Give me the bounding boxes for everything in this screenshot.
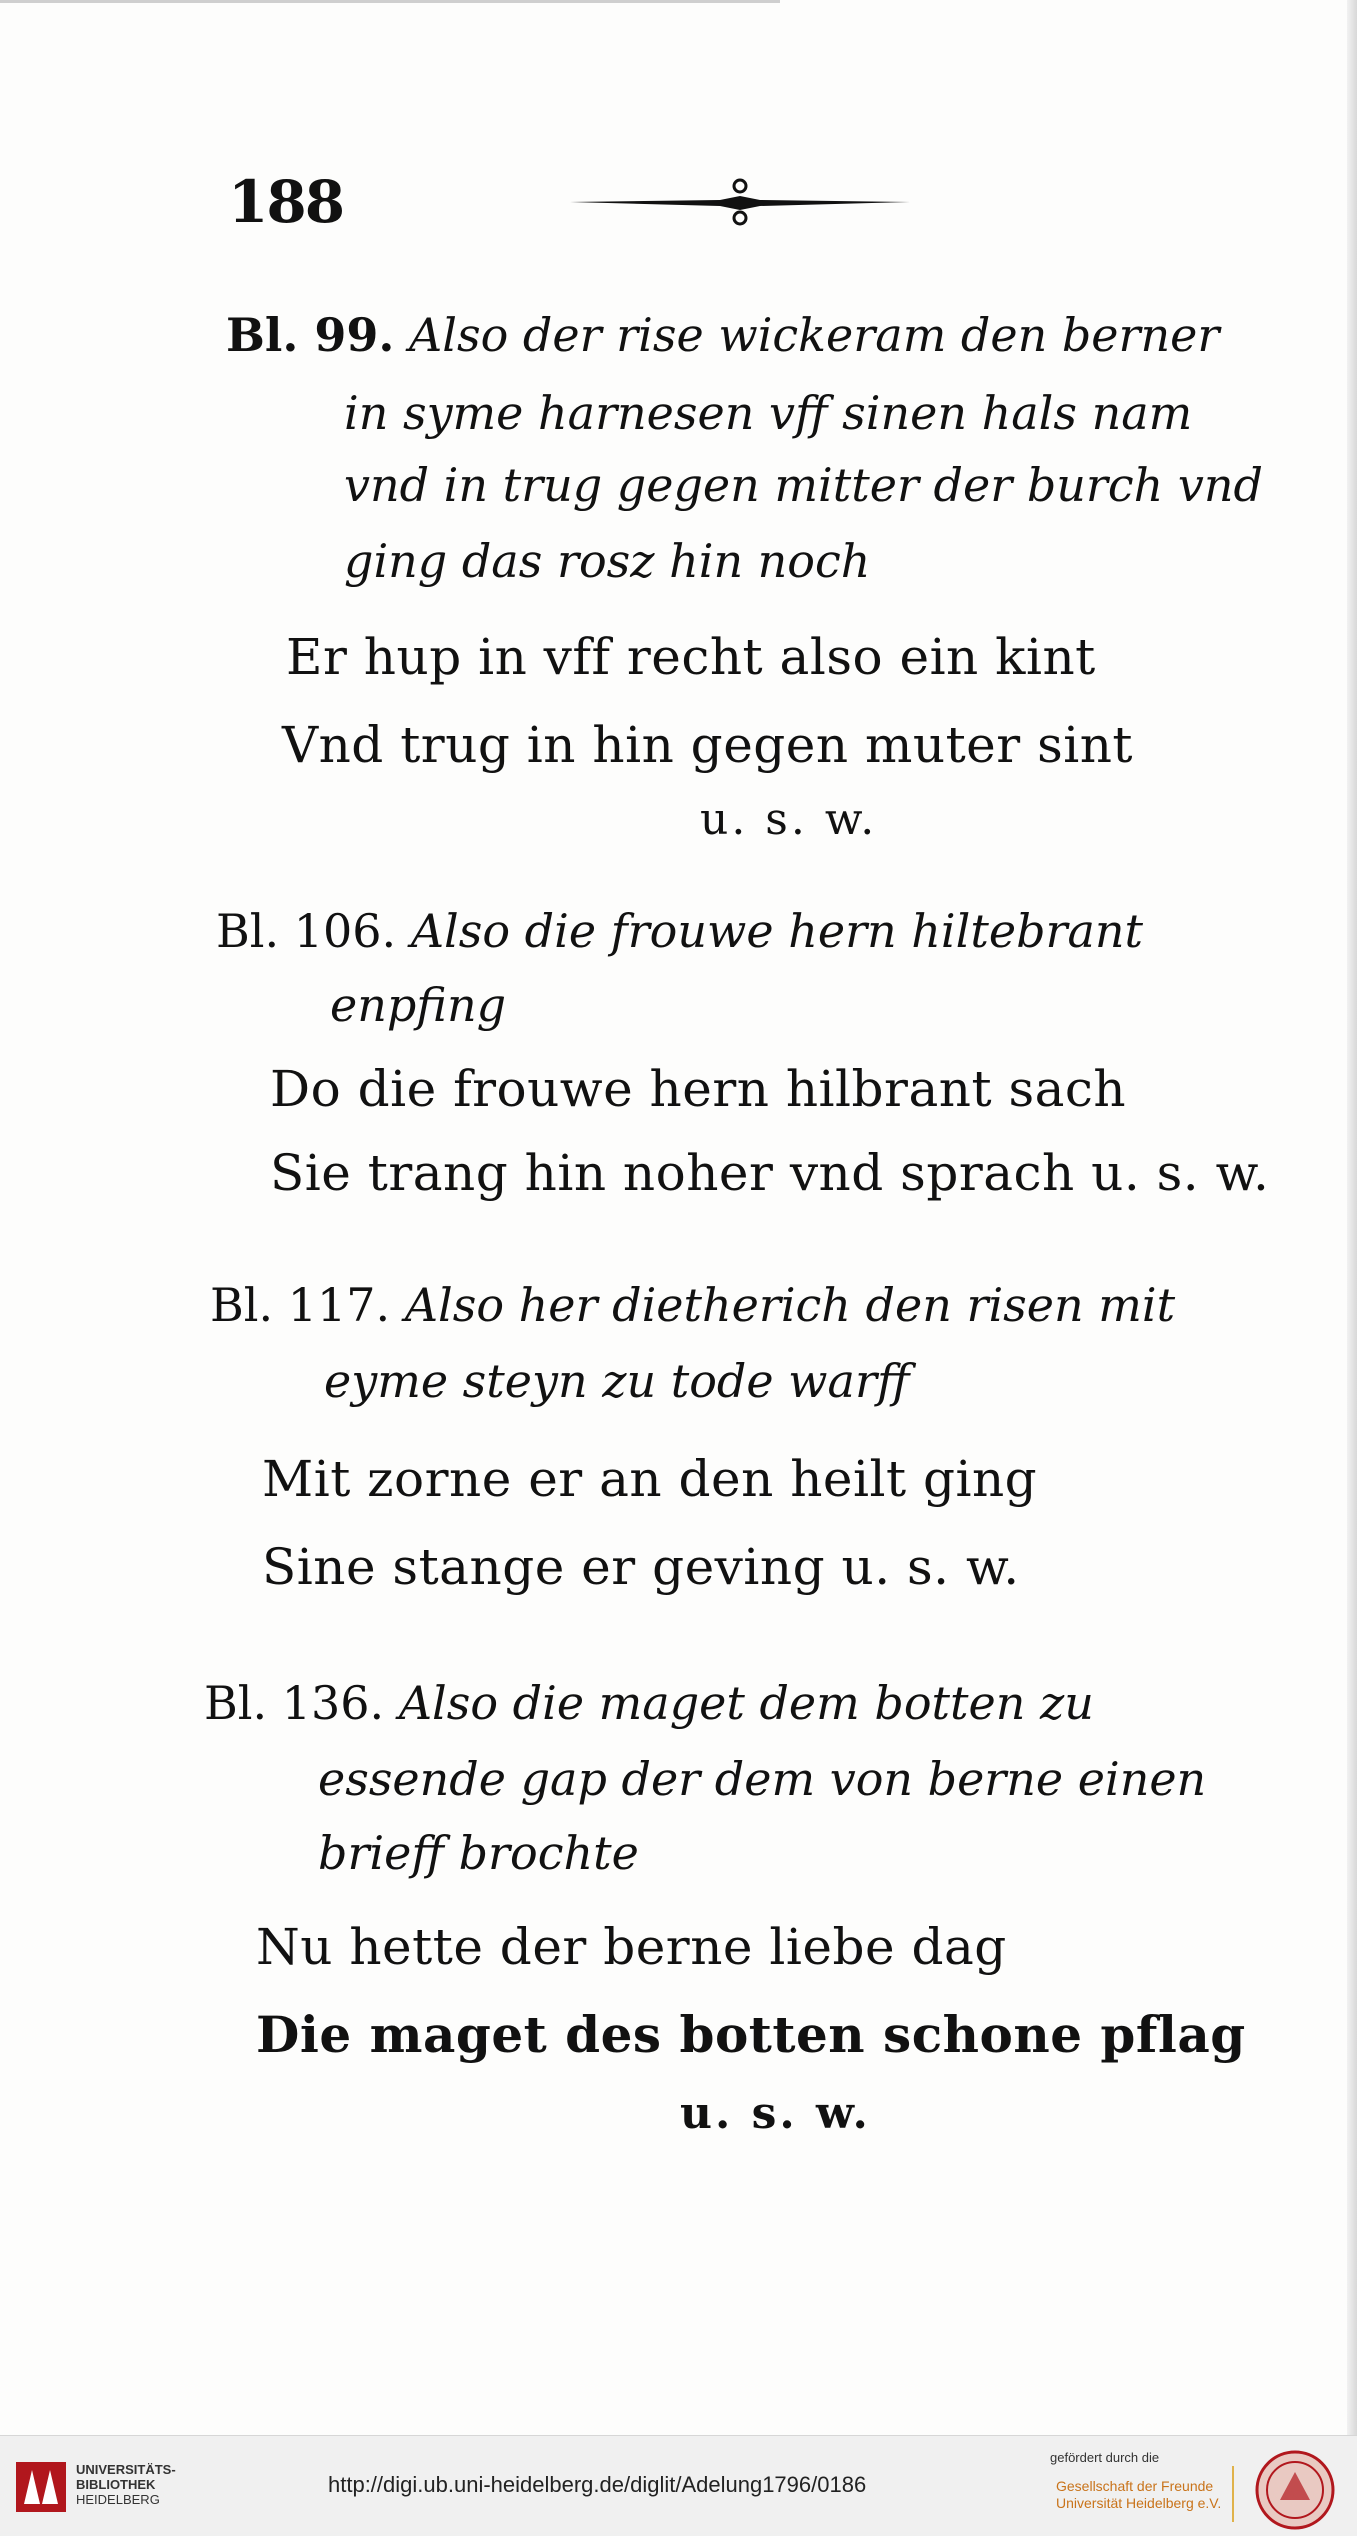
footer-divider	[1232, 2466, 1234, 2522]
entry-title-cont: enpfing	[330, 978, 507, 1032]
entry-title-cont: vnd in trug gegen mitter der burch vnd	[344, 458, 1263, 512]
entry-title-1: Also der rise wickeram den berner	[409, 308, 1220, 362]
verse-line: Mit zorne er an den heilt ging	[262, 1450, 1038, 1508]
funded-by-label: gefördert durch die	[1050, 2450, 1160, 2465]
verse-line: Sie trang hin noher vnd sprach u. s. w.	[270, 1144, 1270, 1202]
entry-title-4: Also die maget dem botten zu	[398, 1676, 1094, 1730]
university-seal-icon	[1250, 2448, 1340, 2532]
verse-line: Do die frouwe hern hilbrant sach	[270, 1060, 1127, 1118]
entry-title-cont: essende gap der dem von berne einen	[318, 1752, 1207, 1806]
entry-title-cont: eyme steyn zu tode warff	[324, 1354, 910, 1408]
entry-heading-4	[204, 1664, 1094, 1742]
entry-ref-3: Bl. 117.	[210, 1278, 391, 1332]
library-name-line: HEIDELBERG	[76, 2492, 160, 2507]
entry-heading-1	[226, 296, 1219, 374]
entry-title-cont: ging das rosz hin noch	[344, 534, 871, 588]
library-name-line: BIBLIOTHEK	[76, 2477, 156, 2492]
entry-title-2: Also die frouwe hern hiltebrant	[410, 904, 1144, 958]
entry-heading-2	[216, 892, 1143, 970]
page-right-edge	[1347, 0, 1357, 2435]
entry-title-cont: brieff brochte	[318, 1826, 639, 1880]
verse-line: Die maget des botten schone pflag	[256, 2005, 1246, 2064]
entry-title-cont: in syme harnesen vff sinen hals nam	[344, 386, 1193, 440]
entry-ref-2: Bl. 106.	[216, 904, 397, 958]
page-number: 188	[228, 168, 344, 236]
digitization-footer	[0, 2435, 1357, 2536]
entry-title-3: Also her dietherich den risen mit	[404, 1278, 1176, 1332]
society-name-line: Gesellschaft der Freunde	[1056, 2478, 1214, 2494]
usw-marker: u. s. w.	[680, 2088, 871, 2139]
library-logo-icon	[14, 2460, 68, 2514]
library-name	[76, 2462, 206, 2507]
entry-ref-4: Bl. 136.	[204, 1676, 385, 1730]
verse-line: Vnd trug in hin gegen muter sint	[282, 716, 1134, 774]
page-top-edge	[0, 0, 780, 3]
library-name-line: UNIVERSITÄTS-	[76, 2462, 176, 2477]
entry-heading-3	[210, 1266, 1175, 1344]
society-name-line: Universität Heidelberg e.V.	[1056, 2495, 1222, 2511]
verse-line: Nu hette der berne liebe dag	[256, 1918, 1007, 1976]
verse-line: Sine stange er geving u. s. w.	[262, 1538, 1020, 1596]
society-name	[1056, 2478, 1221, 2512]
usw-marker: u. s. w.	[700, 794, 878, 845]
entry-ref-1: Bl. 99.	[226, 308, 395, 362]
ornament-rule	[570, 176, 910, 232]
verse-line: Er hup in vff recht also ein kint	[286, 628, 1096, 686]
permalink-url[interactable]: http://digi.ub.uni-heidelberg.de/diglit/Adelung1796/0186	[328, 2472, 867, 2497]
